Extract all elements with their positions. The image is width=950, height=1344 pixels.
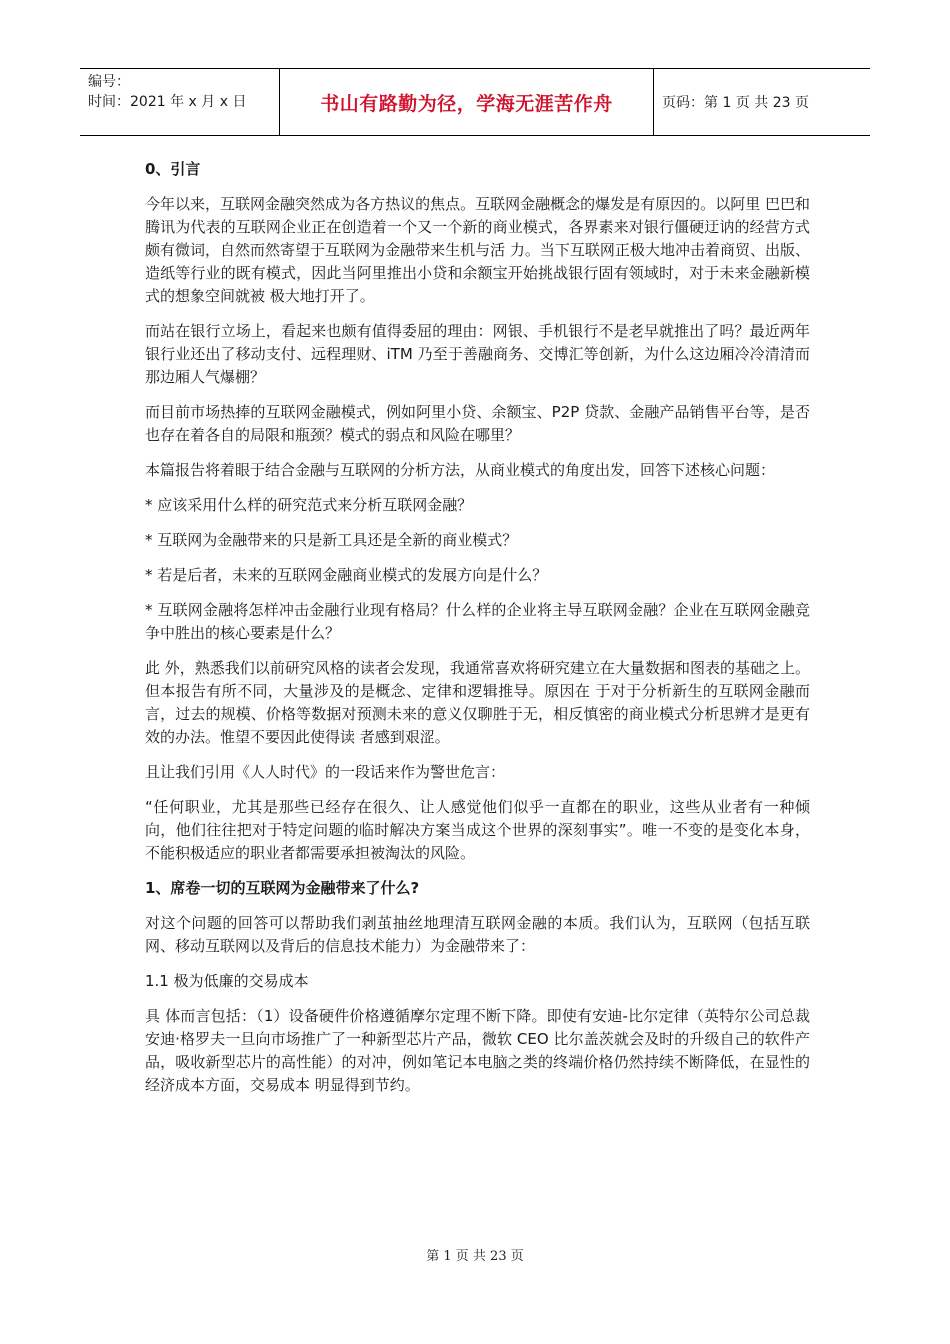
document-body: [145, 158, 810, 1109]
question-item: * 互联网金融将怎样冲击金融行业现有格局？什么样的企业将主导互联网金融？企业在互联网金融竞争中胜出的核心要素是什么？: [145, 601, 810, 642]
document-time-label: 时间：2021 年 x 月 x 日: [88, 94, 247, 110]
quote-paragraph: “任何职业，尤其是那些已经存在很久、让人感觉他们似乎一直都在的职业，这些从业者有一种倾向，他们往往把对于特定问题的临时解决方案当成这个世界的深刻事实”。唯一不变的是变化本身，不能积极适应的职业者都需要承担被淘汰的风险。: [145, 798, 810, 862]
question-item: * 应该采用什么样的研究范式来分析互联网金融？: [145, 496, 473, 514]
paragraph: 具 体而言包括：（1）设备硬件价格遵循摩尔定理不断下降。即使有安迪-比尔定律（英特尔公司总裁安迪·格罗夫一旦向市场推广了一种新型芯片产品，微软 CEO 比尔盖茨就会及时的升级自己的软件产品，吸收新型芯片的高性能）的对冲，例如笔记本电脑之类的终端价格仍然持续不断降低，在显性的经济成本方面，交易成本 明显得到节约。: [145, 1007, 810, 1094]
paragraph: 今年以来，互联网金融突然成为各方热议的焦点。互联网金融概念的爆发是有原因的。以阿里 巴巴和腾讯为代表的互联网企业正在创造着一个又一个新的商业模式，各界素来对银行僵硬迂讷的经营方式颇有微词，自然而然寄望于互联网为金融带来生机与活 力。当下互联网正极大地冲击着商贸、出版、造纸等行业的既有模式，因此当阿里推出小贷和余额宝开始挑战银行固有领域时，对于未来金融新模式的想象空间就被 极大地打开了。: [145, 195, 810, 305]
paragraph: 而目前市场热捧的互联网金融模式，例如阿里小贷、余额宝、P2P 贷款、金融产品销售平台等，是否也存在着各自的局限和瓶颈？模式的弱点和风险在哪里？: [145, 403, 810, 444]
paragraph: 本篇报告将着眼于结合金融与互联网的分析方法，从商业模式的角度出发，回答下述核心问题：: [145, 461, 776, 479]
page-header: [80, 68, 870, 136]
paragraph: 而站在银行立场上，看起来也颇有值得委屈的理由：网银、手机银行不是老早就推出了吗？最近两年银行业还出了移动支付、远程理财、iTM 乃至于善融商务、交博汇等创新，为什么这边厢冷冷清清而那边厢人气爆棚？: [145, 322, 810, 386]
subsection-heading: 1.1 极为低廉的交易成本: [145, 972, 309, 990]
question-item: * 若是后者，未来的互联网金融商业模式的发展方向是什么？: [145, 566, 548, 584]
paragraph: 对这个问题的回答可以帮助我们剥茧抽丝地理清互联网金融的本质。我们认为，互联网（包括互联网、移动互联网以及背后的信息技术能力）为金融带来了：: [145, 914, 810, 955]
document-number-label: 编号：: [88, 74, 130, 90]
header-meta: [80, 69, 280, 135]
header-page-info: 页码：第 1 页 共 23 页: [662, 95, 809, 111]
section-heading-intro: 0、引言: [145, 160, 201, 178]
paragraph: 此 外，熟悉我们以前研究风格的读者会发现，我通常喜欢将研究建立在大量数据和图表的基础之上。但本报告有所不同，大量涉及的是概念、定律和逻辑推导。原因在 于对于分析新生的互联网金融而言，过去的规模、价格等数据对预测未来的意义仅聊胜于无，相反慎密的商业模式分析思辨才是更有效的办法。惟望不要因此使得读 者感到艰涩。: [145, 659, 810, 746]
question-item: * 互联网为金融带来的只是新工具还是全新的商业模式？: [145, 531, 518, 549]
paragraph: 且让我们引用《人人时代》的一段话来作为警世危言：: [145, 763, 506, 781]
page-footer: 第 1 页 共 23 页: [426, 1249, 524, 1264]
section-heading-1: 1、席卷一切的互联网为金融带来了什么?: [145, 879, 420, 897]
header-motto: 书山有路勤为径，学海无涯苦作舟: [280, 69, 654, 135]
